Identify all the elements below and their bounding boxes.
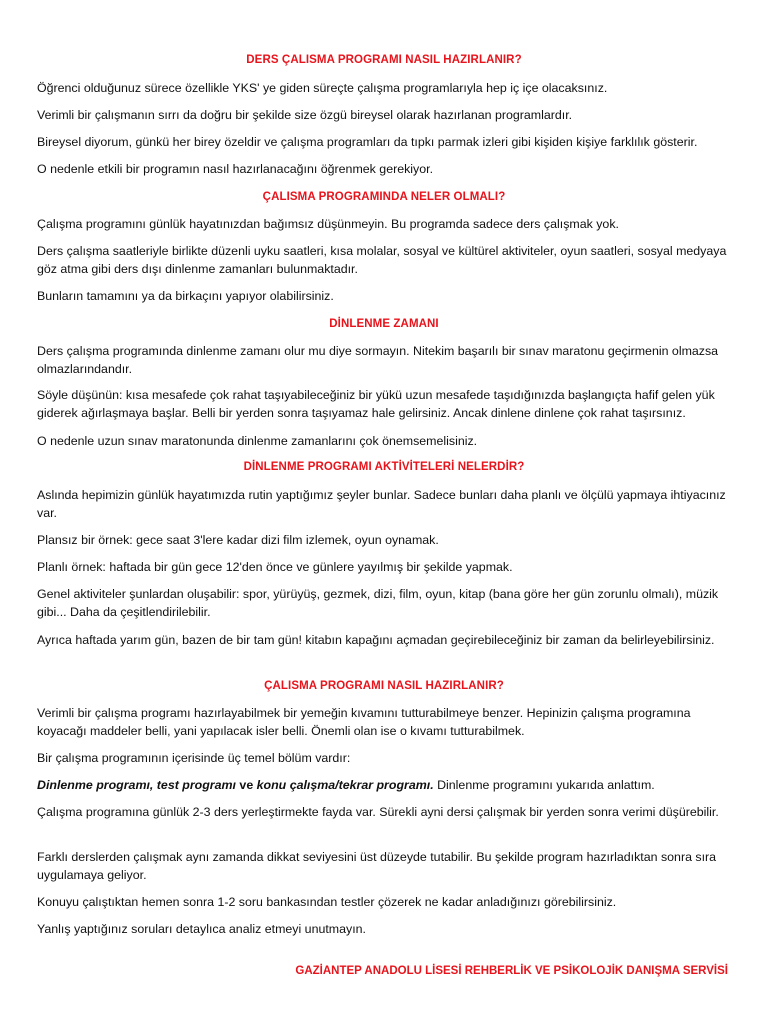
paragraph: Ders çalışma saatleriyle birlikte düzenli uyku saatleri, kısa molalar, sosyal ve kültürel aktiviteler, oyun saatleri, sosyal medyaya göz atma gibi ders dışı dinlenme zamanları bulunmaktadır. [37,244,727,276]
paragraph: Bir çalışma programının içerisinde üç temel bölüm vardır: [37,751,351,765]
paragraph: Konuyu çalıştıktan hemen sonra 1-2 soru bankasından testler çözerek ne kadar anladığınızı görebilirsiniz. [37,895,617,909]
connector-text: ve [235,778,257,792]
paragraph: Planlı örnek: haftada bir gün gece 12'den önce ve günlere yayılmış bir şekilde yapmak. [37,560,513,574]
paragraph: Ayrıca haftada yarım gün, bazen de bir tam gün! kitabın kapağını açmadan geçirebileceğiniz bir zaman da belirleyebilirsiniz. [37,633,715,647]
paragraph: Verimli bir çalışma programı hazırlayabilmek bir yemeğin kıvamını tutturabilmeye benzer. Hepinizin çalışma programına koyacağı maddeler belli, yani yapılacak isler belli. Önemli olan ise o kıvamı tutturabilmek. [37,706,691,738]
paragraph: Yanlış yaptığınız soruları detaylıca analiz etmeyi unutmayın. [37,922,366,936]
paragraph: Ders çalışma programında dinlenme zamanı olur mu diye sormayın. Nitekim başarılı bir sınav maratonu geçirmenin olmazsa olmazlarındandır. [37,344,719,376]
heading-programi-nasil-hazirlanir: ÇALISMA PROGRAMI NASIL HAZIRLANIR? [264,680,504,692]
paragraph: Bireysel diyorum, günkü her birey özeldir ve çalışma programları da tıpkı parmak izleri gibi kişiden kişiye farklılık gösterir. [37,135,698,149]
heading-neler-olmali: ÇALISMA PROGRAMINDA NELER OLMALI? [262,191,506,203]
paragraph: Bunların tamamını ya da birkaçını yapıyor olabilirsiniz. [37,289,334,303]
paragraph: Genel aktiviteler şunlardan oluşabilir: spor, yürüyüş, gezmek, dizi, film, oyun, kitap (bana göre her gün zorunlu olmalı), müzik gibi... Daha da çeşitlendirilebilir. [37,587,719,619]
paragraph-tail: Dinlenme programını yukarıda anlattım. [433,778,655,792]
paragraph: Aslında hepimizin günlük hayatımızda rutin yaptığımız şeyler bunlar. Sadece bunları daha planlı ve ölçülü yapmaya ihtiyacınız var. [37,488,726,520]
footer-signature: GAZİANTEP ANADOLU LİSESİ REHBERLİK VE PSİKOLOJİK DANIŞMA SERVİSİ [295,965,728,977]
paragraph: Söyle düşünün: kısa mesafede çok rahat taşıyabileceğiniz bir yükü uzun mesafede taşıdığınızda başlangıçta hafif gelen yük giderek ağırlaşmaya başlar. Belli bir yerden sonra taşıyamaz hale gelirsiniz. Ancak dinlene dinlene çok rahat taşırsınız. [37,388,715,420]
paragraph: Verimli bir çalışmanın sırrı da doğru bir şekilde size özgü bireysel olarak hazırlanan programlardır. [37,108,573,122]
paragraph: O nedenle uzun sınav maratonunda dinlenme zamanlarını çok önemsemelisiniz. [37,434,478,448]
emphasis-text: Dinlenme programı, test programı [37,778,236,792]
paragraph: Plansız bir örnek: gece saat 3'lere kadar dizi film izlemek, oyun oynamak. [37,533,439,547]
paragraph: Çalışma programını günlük hayatınızdan bağımsız düşünmeyin. Bu programda sadece ders çalışmak yok. [37,217,619,231]
paragraph: Öğrenci olduğunuz sürece özellikle YKS' ye giden süreçte çalışma programlarıyla hep iç içe olacaksınız. [37,81,608,95]
emphasis-text: konu çalışma/tekrar programı. [256,778,434,792]
paragraph: Farklı derslerden çalışmak aynı zamanda dikkat seviyesini üst düzeyde tutabilir. Bu şekilde program hazırladıktan sonra sıra uygulamaya geliyor. [37,850,717,882]
paragraph-program-parts [37,776,737,794]
heading-dinlenme-aktiviteleri: DİNLENME PROGRAMI AKTİVİTELERİ NELERDİR? [243,461,525,473]
heading-dinlenme-zamani: DİNLENME ZAMANI [329,318,439,330]
paragraph: Çalışma programına günlük 2-3 ders yerleştirmekte fayda var. Sürekli ayni dersi çalışmak bir yerden sonra verimi düşürebilir. [37,805,719,819]
paragraph: O nedenle etkili bir programın nasıl hazırlanacağını öğrenmek gerekiyor. [37,162,434,176]
heading-ders-calisma-programi: DERS ÇALISMA PROGRAMI NASIL HAZIRLANIR? [246,54,522,66]
